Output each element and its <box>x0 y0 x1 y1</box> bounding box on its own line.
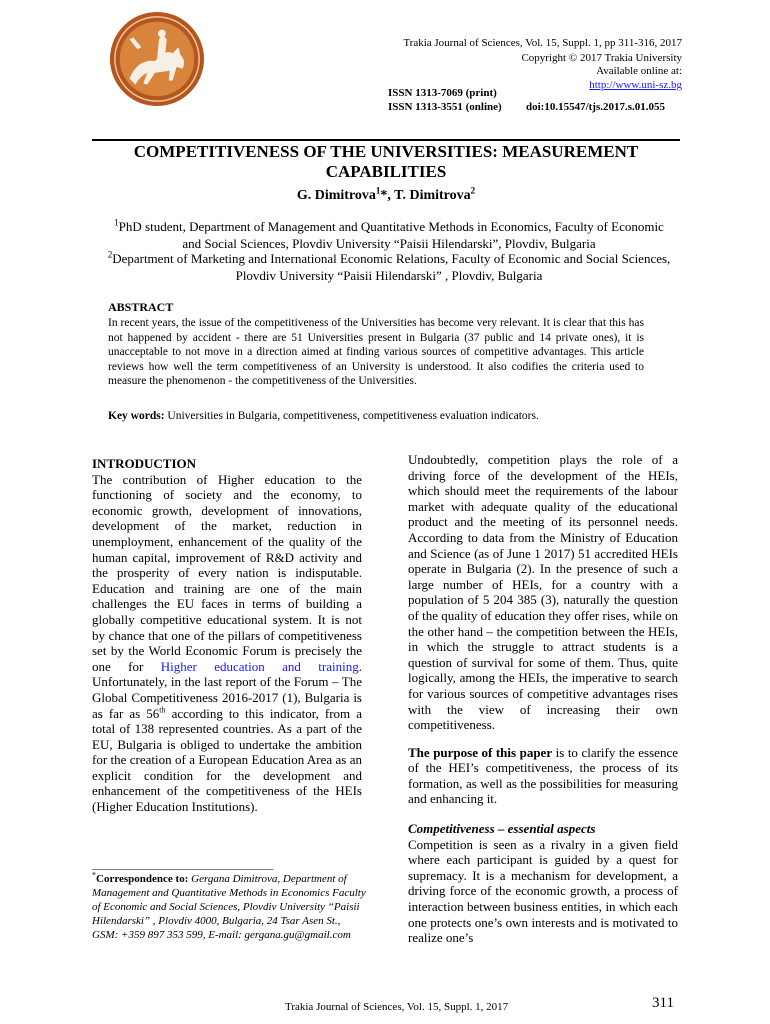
purpose-text: is to clarify the essence of the HEI’s competitiveness, the process of its formation, as well as the possibilities for measuring and enhancing it. <box>408 744 678 807</box>
affiliation-1 <box>106 218 672 252</box>
competitiveness-heading: Competitiveness – essential aspects <box>408 821 596 837</box>
author-1-sup: 1 <box>375 185 381 196</box>
affiliation-1-text: PhD student, Department of Management and Quantitative Methods in Economics, Faculty of Economic and Social Sciences, Plovdiv University “Paisii Hilendarski”, Plovdiv, Bulgaria <box>118 219 664 251</box>
journal-citation: Trakia Journal of Sciences, Vol. 15, Suppl. 1, pp 311-316, 2017 <box>403 37 682 49</box>
affiliation-2-sup: 2 <box>107 249 113 260</box>
author-2-sup: 2 <box>470 185 476 196</box>
intro-heading: INTRODUCTION <box>92 456 197 471</box>
correspondence <box>92 858 367 942</box>
header-rule <box>92 139 680 141</box>
title-line-2: CAPABILITIES <box>325 162 447 181</box>
horseman-seal-icon <box>108 10 206 108</box>
issn-print: ISSN 1313-7069 (print) <box>388 87 497 99</box>
keywords <box>108 410 648 422</box>
abstract-text: In recent years, the issue of the competitiveness of the Universities has become very relevant. It is clear that this has not happened by accident - there are 51 Universities present in Bulgaria (37 public and 14 private ones), it is unacceptable to not move in a direction aimed at finding various sources of competitive advantages. This article reviews how well the term competitiveness of an University is understood. It also codifies the criteria used to measure the phenomenon - the competitiveness of the Universities. <box>108 317 644 387</box>
author-1-mark: *, <box>380 188 395 203</box>
footer-citation: Trakia Journal of Sciences, Vol. 15, Suppl. 1, 2017 <box>285 1001 509 1013</box>
intro-link[interactable]: Higher education and training <box>160 658 359 674</box>
issn-online: ISSN 1313-3551 (online) <box>388 101 502 113</box>
keywords-text: Universities in Bulgaria, competitiveness, competitiveness evaluation indicators. <box>164 410 539 422</box>
keywords-label: Key words: <box>108 410 165 422</box>
affiliation-1-sup: 1 <box>114 217 119 228</box>
right-paragraph-3: Competition is seen as a rivalry in a given field where each participant is guided by a quest for supremacy. It is a mechanism for development, a driving force of the economic growth, a process of interaction between business entities, in which each one protects one’s own interests and is motivated to realize one’s <box>408 836 678 946</box>
title-line-1: COMPETITIVENESS OF THE UNIVERSITIES: MEASUREMENT <box>133 142 639 161</box>
author-2: T. Dimitrova <box>394 188 471 203</box>
intro-section <box>92 456 362 815</box>
corr-mark: * <box>92 870 96 880</box>
paper-title <box>92 142 680 182</box>
affiliation-2-text: Department of Marketing and International Economic Relations, Faculty of Economic and Social Sciences, Plovdiv University “Paisii Hilendarski” , Plovdiv, Bulgaria <box>112 251 671 283</box>
page-number: 311 <box>652 995 674 1011</box>
corr-label: Correspondence to: <box>96 873 189 885</box>
corr-text: Gergana Dimitrova, Department of Management and Quantitative Methods in Economics Faculty of Economic and Social Sciences, Plovdiv University “Paisii Hilendarski” , Plovdiv 4000, Bulgaria, 24 Tsar Asen St., GSM: +359 897 353 599, E-mail: gergana.gu@gmail.com <box>92 873 366 941</box>
right-paragraph-1: Undoubtedly, competition plays the role of a driving force of the development of the HEIs, which should meet the requirements of the labour market with adequate quality of the educational product and the meeting of its personnel needs. According to data from the Ministry of Education and Science (as of June 1 2017) 51 accredited HEIs operate in Bulgaria (2). In the presence of such a large number of HEIs, for a country with a population of 5 204 385 (3), naturally the question of the quality of education they offer rises, while on the other hand – the competition between the HEIs, in which the struggle to attract students is a question of survival for some of them. Thus, quite logically, among the HEIs, the imperative to search for various sources of competitive advantages rises with the view of increasing their own competitiveness. <box>408 452 678 733</box>
authors <box>92 185 680 204</box>
right-column <box>408 452 678 946</box>
intro-paragraph <box>92 472 362 815</box>
journal-copyright: Copyright © 2017 Trakia University <box>521 52 682 64</box>
corr-divider: _________________________________ <box>92 859 274 871</box>
doi: doi:10.15547/tjs.2017.s.01.055 <box>526 101 666 113</box>
intro-text-b: . Unfortunately, in the last report of the Forum – The Global Competitiveness 2016-2017 (1), Bulgaria is as far as 56 <box>92 658 362 721</box>
affiliation-2 <box>106 250 672 284</box>
right-paragraph-2 <box>408 745 678 807</box>
author-1: G. Dimitrova <box>296 188 376 203</box>
abstract-heading: ABSTRACT <box>108 300 174 314</box>
purpose-label: The purpose of this paper <box>408 744 553 760</box>
journal-available: Available online at: <box>596 65 682 77</box>
intro-text-c: according to this indicator, from a total of 138 represented countries. As a part of the EU, Bulgaria is obliged to undertake the ambition for the creation of a European Education Area as an explicit condition for the development and enhancement of the competitiveness of the HEIs (Higher Education Institutions). <box>92 705 362 815</box>
journal-url-link[interactable]: http://www.uni-sz.bg <box>589 79 682 91</box>
intro-text-a: The contribution of Higher education to the functioning of society and the economy, to economic growth, development of innovations, development of the market, reduction in unemployment, enhancement of the quality of the human capital, improvement of R&D activity and the prosperity of every nation is indisputable. Education and training are one of the main challenges the EU faces in terms of building a globally competitive educational system. It is not by chance that one of the pillars of competitiveness set by the World Economic Forum is precisely the one for <box>92 471 362 674</box>
intro-sup: th <box>159 705 166 715</box>
